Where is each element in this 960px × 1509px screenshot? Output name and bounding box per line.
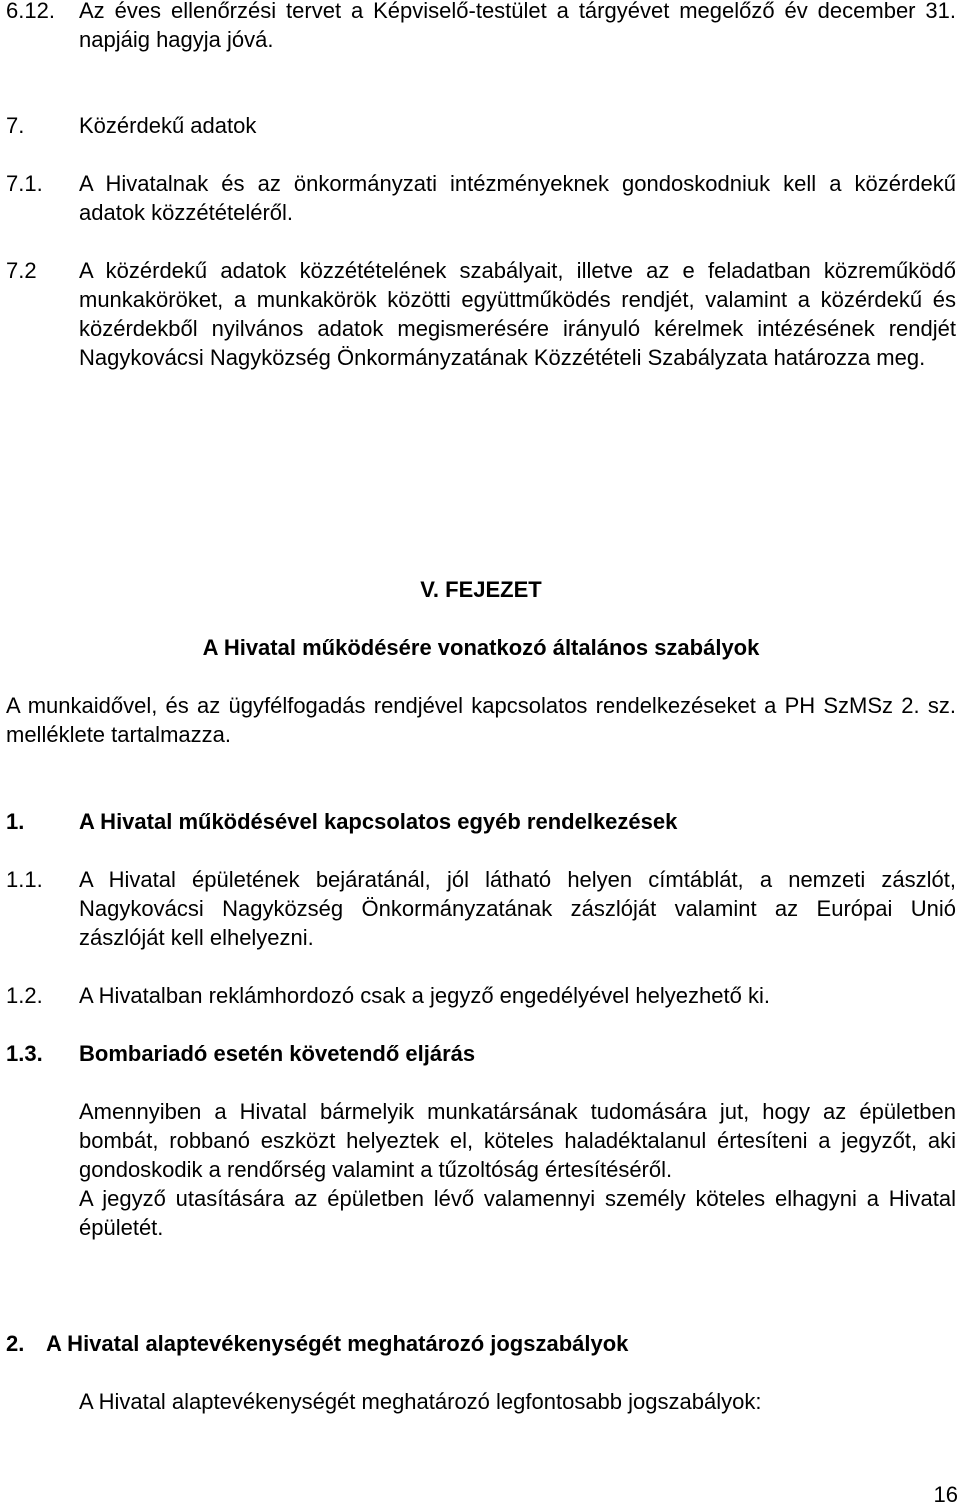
section-2-paragraph (6, 1387, 956, 1416)
item-number: 7.1. (6, 171, 43, 196)
item-number: 1.2. (6, 983, 43, 1008)
page-number: 16 (933, 1482, 958, 1507)
item-1-3 (6, 1039, 956, 1068)
item-text: Az éves ellenőrzési tervet a Képviselő-testület a tárgyévet megelőző év december 31. napjáig hagyja jóvá. (79, 0, 956, 52)
paragraph-text: Amennyiben a Hivatal bármelyik munkatársának tudomására jut, hogy az épületben bombát, robbanó eszközt helyeztek el, köteles haladéktalanul értesíteni a jegyzőt, aki gondoskodik a rendőrség valamint a tűzoltóság értesítéséről. (79, 1099, 956, 1182)
section-title: A Hivatal működésével kapcsolatos egyéb rendelkezések (79, 809, 678, 834)
section-7-heading (6, 111, 956, 140)
item-7-2 (6, 256, 956, 372)
item-text: A Hivatal épületének bejáratánál, jól látható helyen címtáblát, a nemzeti zászlót, Nagykovácsi Nagyközség Önkormányzatának zászlóját valamint az Európai Unió zászlóját kell elhelyezni. (79, 867, 956, 950)
item-1-1 (6, 865, 956, 952)
section-2-heading (6, 1329, 956, 1358)
item-number: 6.12. (6, 0, 55, 23)
item-text: A közérdekű adatok közzétételének szabályait, illetve az e feladatban közreműködő munkaköröket, a munkakörök közötti együttműködés rendjét, valamint a közérdekű és közérdekből nyilvános adatok megismerésére irányuló kérelmek intézésének rendjét Nagykovácsi Nagyközség Önkormányzatának Közzétételi Szabályzata határozza meg. (79, 258, 956, 370)
item-number: 1.1. (6, 867, 43, 892)
section-1-heading (6, 807, 956, 836)
chapter-title: V. FEJEZET (420, 577, 542, 602)
item-text: Közérdekű adatok (79, 113, 257, 138)
item-text: A Hivatalban reklámhordozó csak a jegyző engedélyével helyezhető ki. (79, 983, 770, 1008)
chapter-intro: A munkaidővel, és az ügyfélfogadás rendjével kapcsolatos rendelkezéseket a PH SzMSz 2. sz. melléklete tartalmazza. (6, 693, 956, 747)
item-1-2 (6, 981, 956, 1010)
section-number: 1. (6, 809, 25, 834)
section-number: 2. (6, 1331, 25, 1356)
item-number: 1.3. (6, 1041, 43, 1066)
item-text: A Hivatalnak és az önkormányzati intézményeknek gondoskodniuk kell a közérdekű adatok közzétételéről. (79, 171, 956, 225)
paragraph-text: A Hivatal alaptevékenységét meghatározó legfontosabb jogszabályok: (79, 1389, 762, 1414)
item-6-12 (6, 0, 956, 54)
item-number: 7. (6, 113, 25, 138)
item-7-1 (6, 169, 956, 227)
item-text: Bombariadó esetén követendő eljárás (79, 1041, 476, 1066)
paragraph-text: A jegyző utasítására az épületben lévő valamennyi személy köteles elhagyni a Hivatal épületét. (79, 1186, 956, 1240)
section-title: A Hivatal alaptevékenységét meghatározó jogszabályok (46, 1331, 629, 1356)
bomb-procedure-paragraph (6, 1097, 956, 1242)
item-number: 7.2 (6, 258, 37, 283)
chapter-subtitle: A Hivatal működésére vonatkozó általános szabályok (202, 635, 760, 660)
